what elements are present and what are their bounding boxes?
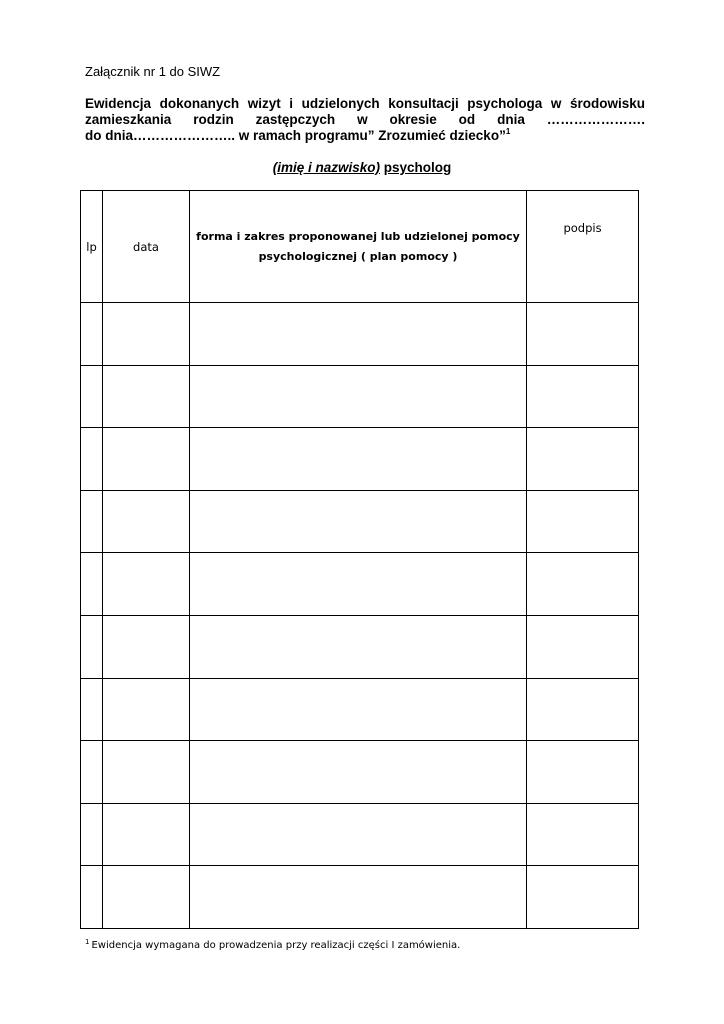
cell-lp xyxy=(81,428,103,491)
cell-forma xyxy=(190,615,527,678)
cell-podpis xyxy=(527,303,639,366)
header-podpis: podpis xyxy=(527,191,639,303)
header-forma-line-2: psychologicznej ( plan pomocy ) xyxy=(258,249,458,263)
footnote-marker: 1 xyxy=(85,938,90,946)
footnote-text: Ewidencja wymagana do prowadzenia przy realizacji części I zamówienia. xyxy=(91,940,461,951)
cell-podpis xyxy=(527,741,639,804)
table-row xyxy=(81,303,639,366)
cell-forma xyxy=(190,741,527,804)
cell-podpis xyxy=(527,428,639,491)
cell-data xyxy=(103,866,190,929)
heading-line-1: Ewidencja dokonanych wizyt i udzielonych konsultacji psychologa w środowisku xyxy=(85,96,645,111)
cell-podpis xyxy=(527,553,639,616)
header-forma-line-1: forma i zakres proponowanej lub udzielonej pomocy xyxy=(196,229,520,243)
cell-data xyxy=(103,553,190,616)
table-row xyxy=(81,490,639,553)
psychologist-name-line xyxy=(0,160,724,175)
cell-forma xyxy=(190,428,527,491)
cell-lp xyxy=(81,365,103,428)
cell-lp xyxy=(81,615,103,678)
cell-lp xyxy=(81,303,103,366)
cell-podpis xyxy=(527,866,639,929)
header-lp: lp xyxy=(81,191,103,303)
cell-lp xyxy=(81,803,103,866)
cell-podpis xyxy=(527,615,639,678)
attachment-label: Załącznik nr 1 do SIWZ xyxy=(85,64,221,79)
table-row xyxy=(81,553,639,616)
cell-data xyxy=(103,365,190,428)
table-row xyxy=(81,803,639,866)
table-header-row xyxy=(81,191,639,303)
footnote xyxy=(85,938,460,951)
cell-lp xyxy=(81,741,103,804)
cell-forma xyxy=(190,303,527,366)
cell-lp xyxy=(81,678,103,741)
name-placeholder: (imię i nazwisko) xyxy=(272,160,380,175)
cell-lp xyxy=(81,490,103,553)
cell-podpis xyxy=(527,490,639,553)
heading-line-2: zamieszkania rodzin zastępczych w okresie od dnia …………………. xyxy=(85,112,645,127)
cell-podpis xyxy=(527,803,639,866)
table-row xyxy=(81,365,639,428)
header-data: data xyxy=(103,191,190,303)
document-heading xyxy=(85,96,645,144)
cell-data xyxy=(103,803,190,866)
visits-table xyxy=(80,190,639,929)
table-row xyxy=(81,678,639,741)
cell-podpis xyxy=(527,678,639,741)
cell-forma xyxy=(190,365,527,428)
heading-line-3 xyxy=(85,128,645,144)
cell-data xyxy=(103,615,190,678)
table-row xyxy=(81,428,639,491)
header-forma xyxy=(190,191,527,303)
role-label: psycholog xyxy=(383,160,452,175)
table-row xyxy=(81,615,639,678)
cell-forma xyxy=(190,553,527,616)
table-body xyxy=(81,303,639,929)
cell-podpis xyxy=(527,365,639,428)
cell-data xyxy=(103,303,190,366)
cell-data xyxy=(103,741,190,804)
cell-lp xyxy=(81,553,103,616)
cell-forma xyxy=(190,866,527,929)
cell-data xyxy=(103,490,190,553)
footnote-reference: 1 xyxy=(505,127,511,136)
cell-data xyxy=(103,428,190,491)
cell-forma xyxy=(190,803,527,866)
cell-lp xyxy=(81,866,103,929)
cell-data xyxy=(103,678,190,741)
cell-forma xyxy=(190,678,527,741)
table-row xyxy=(81,741,639,804)
heading-line-3-text: do dnia………………….. w ramach programu” Zrozumieć dziecko” xyxy=(85,128,506,143)
table-row xyxy=(81,866,639,929)
footnote-separator xyxy=(85,928,263,929)
cell-forma xyxy=(190,490,527,553)
